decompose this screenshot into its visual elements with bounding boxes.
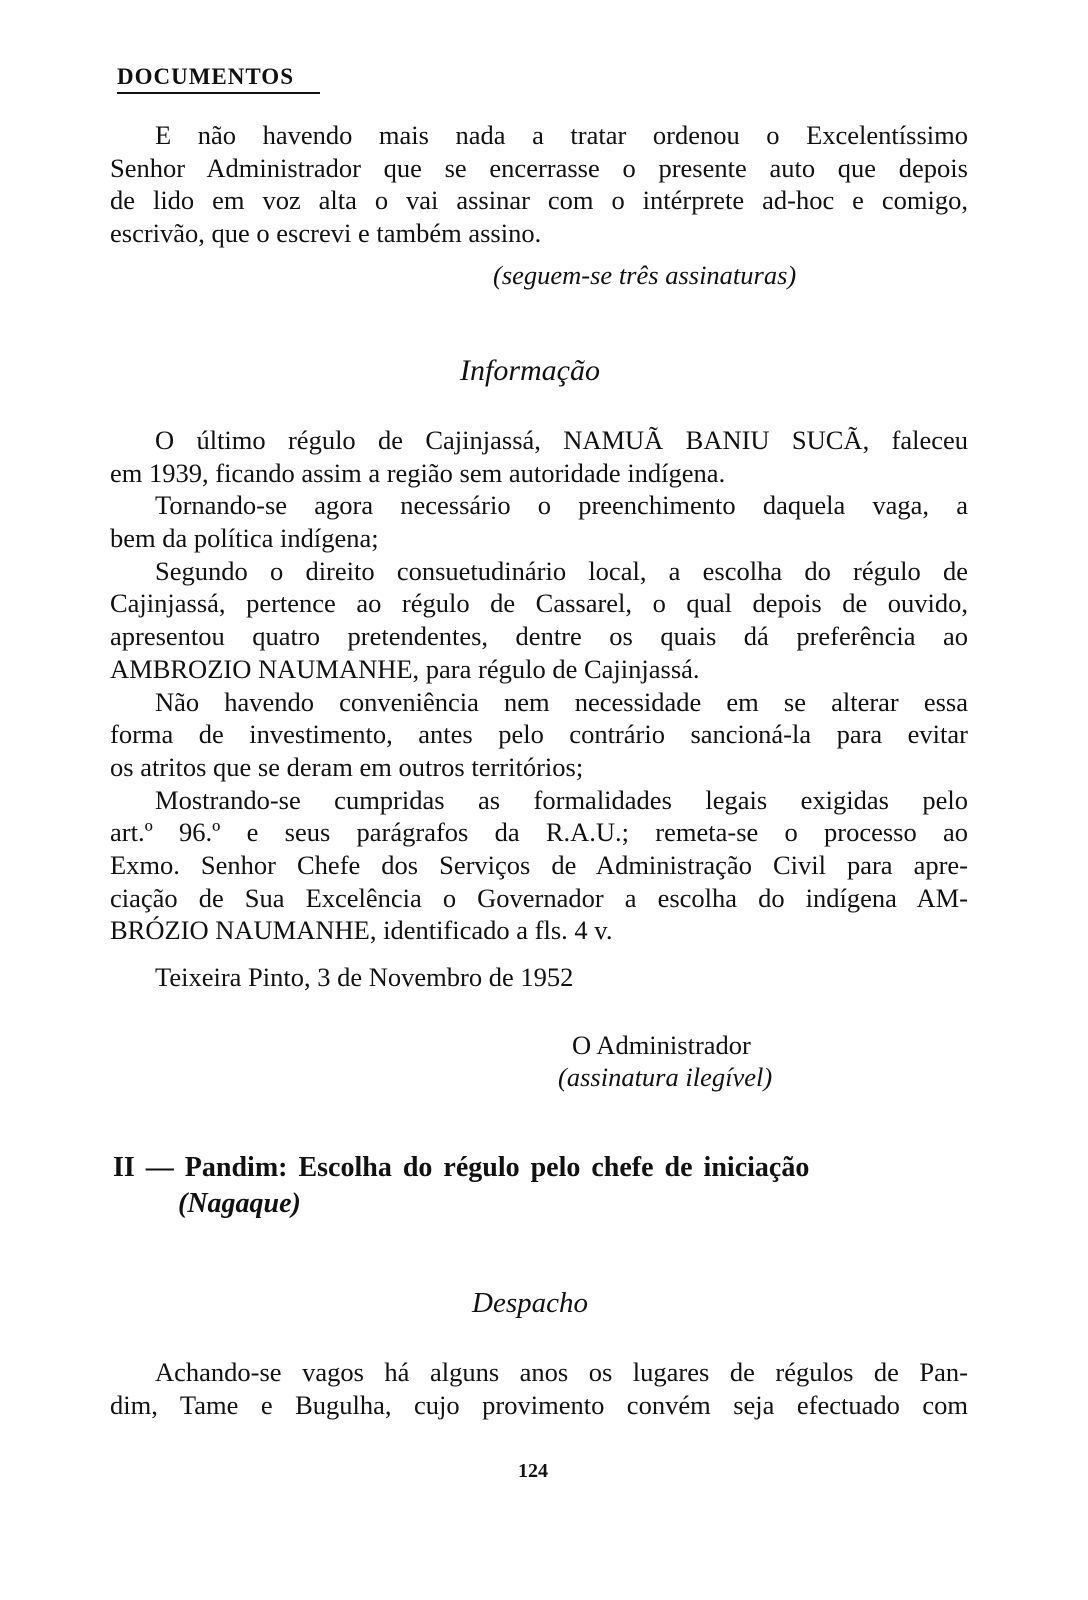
text-line: apresentou quatro pretendentes, dentre os quais dá preferência ao [110,621,968,652]
paragraph [110,555,968,686]
text-line: Exmo. Senhor Chefe dos Serviços de Administração Civil para apre- [110,849,968,880]
closing-paragraph [110,119,968,250]
text-line: O último régulo de Cajinjassá, NAMUÃ BANIU SUCÃ, faleceu [155,425,968,455]
paragraph [110,424,968,489]
text-line: bem da política indígena; [110,523,379,554]
text-line: art.º 96.º e seus parágrafos da R.A.U.; remeta-se o processo ao [110,817,968,848]
text-line: Mostrando-se cumpridas as formalidades legais exigidas pelo [155,784,968,815]
section-title-informacao: Informação [460,354,600,387]
text-line: Segundo o direito consuetudinário local, a escolha do régulo de [155,555,968,586]
text-line: em 1939, ficando assim a região sem autoridade indígena. [110,457,726,488]
section-heading: II — Pandim: Escolha do régulo pelo chefe de iniciação [113,1152,810,1183]
text-line: Tornando-se agora necessário o preenchimento daquela vaga, a [155,490,968,521]
section-heading-sub: (Nagaque) [178,1188,301,1219]
text-line: Senhor Administrador que se encerrasse o presente auto que depois [110,152,968,183]
page-number: 124 [518,1460,548,1482]
text-line: Não havendo conveniência nem necessidade em se alterar essa [155,686,968,717]
text-line: Achando-se vagos há alguns anos os lugares de régulos de Pan- [155,1357,968,1387]
paragraph [110,784,968,947]
text-line: Cajinjassá, pertence ao régulo de Cassarel, o qual depois de ouvido, [110,588,968,619]
text-line: ciação de Sua Excelência o Governador a escolha do indígena AM- [110,882,968,913]
text-line: AMBROZIO NAUMANHE, para régulo de Cajinjassá. [110,653,700,684]
text-line: de lido em voz alta o vai assinar com o intérprete ad-hoc e comigo, [110,185,968,216]
text-line: escrivão, que o escrevi e também assino. [110,218,542,249]
signer-note: (assinatura ilegível) [558,1062,773,1092]
informacao-body [110,424,968,947]
text-line: dim, Tame e Bugulha, cujo provimento convém seja efectuado com [110,1389,968,1420]
text-line: os atritos que se deram em outros territórios; [110,751,584,782]
paragraph [110,686,968,784]
signatures-note: (seguem-se três assinaturas) [493,260,797,290]
despacho-body [110,1356,968,1421]
place-date: Teixeira Pinto, 3 de Novembro de 1952 [155,962,574,992]
text-line: E não havendo mais nada a tratar ordenou o Excelentíssimo [155,120,968,150]
text-line: BRÓZIO NAUMANHE, identificado a fls. 4 v. [110,915,613,946]
paragraph [110,489,968,554]
text-line: forma de investimento, antes pelo contrário sancioná-la para evitar [110,719,968,750]
section-title-despacho: Despacho [472,1287,588,1319]
running-header: DOCUMENTOS [117,64,320,94]
signer-title: O Administrador [572,1030,751,1060]
